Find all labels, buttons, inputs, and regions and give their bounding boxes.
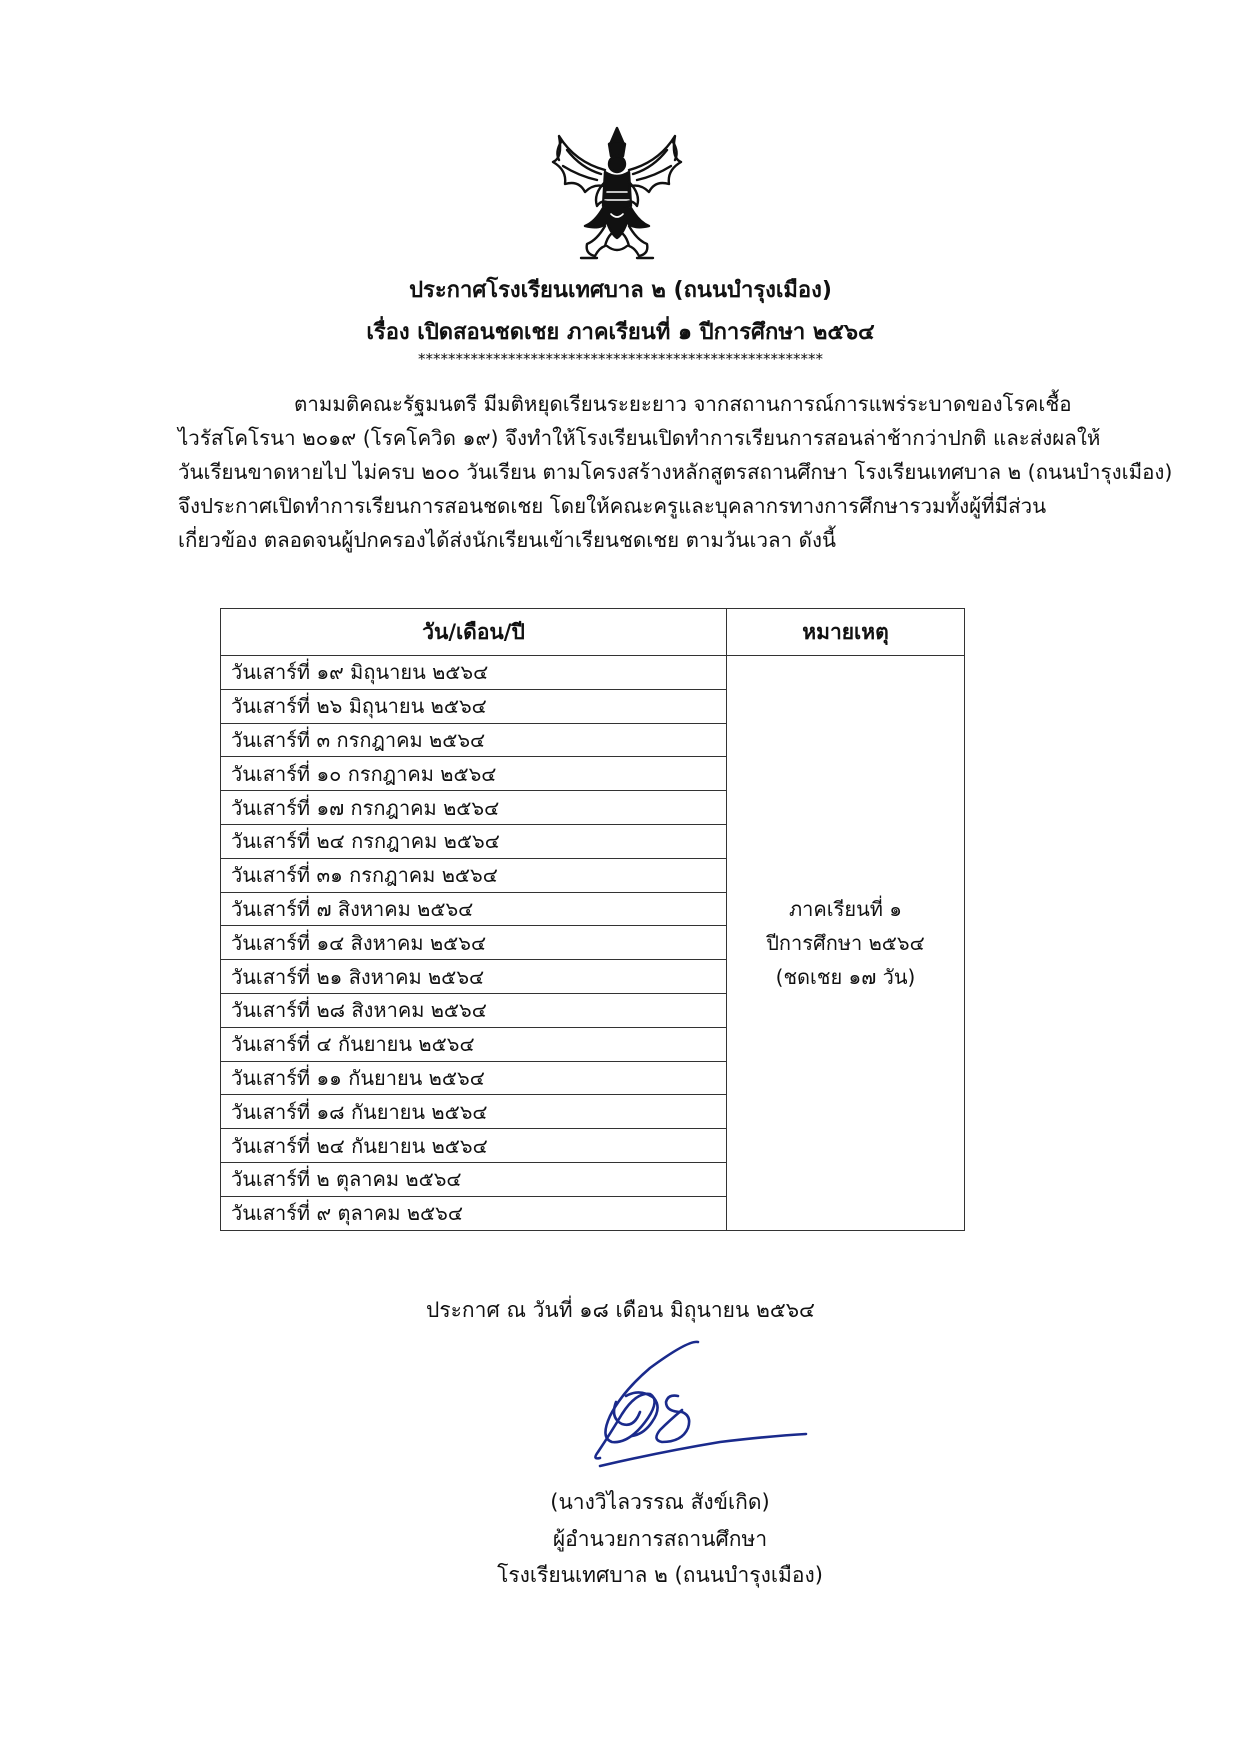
date-cell: วันเสาร์ที่ ๑๗ กรกฎาคม ๒๕๖๔	[221, 791, 727, 825]
body-paragraph	[178, 387, 1173, 557]
date-cell: วันเสาร์ที่ ๒๖ มิถุนายน ๒๕๖๔	[221, 689, 727, 723]
header-note: หมายเหตุ	[727, 609, 965, 656]
date-cell: วันเสาร์ที่ ๔ กันยายน ๒๕๖๔	[221, 1027, 727, 1061]
date-cell: วันเสาร์ที่ ๓ กรกฎาคม ๒๕๖๔	[221, 723, 727, 757]
note-line: ปีการศึกษา ๒๕๖๔	[766, 930, 925, 955]
date-cell: วันเสาร์ที่ ๗ สิงหาคม ๒๕๖๔	[221, 892, 727, 926]
date-cell: วันเสาร์ที่ ๑๑ กันยายน ๒๕๖๔	[221, 1061, 727, 1095]
header-date: วัน/เดือน/ปี	[221, 609, 727, 656]
date-cell: วันเสาร์ที่ ๒ ตุลาคม ๒๕๖๔	[221, 1162, 727, 1196]
body-line: เกี่ยวข้อง ตลอดจนผู้ปกครองได้ส่งนักเรียนเข้าเรียนชดเชย ตามวันเวลา ดังนี้	[178, 528, 836, 552]
garuda-emblem-icon	[545, 122, 690, 267]
date-cell: วันเสาร์ที่ ๑๐ กรกฎาคม ๒๕๖๔	[221, 757, 727, 791]
body-line: ตามมติคณะรัฐมนตรี มีมติหยุดเรียนระยะยาว จากสถานการณ์การแพร่ระบาดของโรคเชื้อ	[294, 392, 1072, 416]
note-cell	[727, 656, 965, 1231]
note-line: ภาคเรียนที่ ๑	[789, 896, 902, 921]
date-cell: วันเสาร์ที่ ๒๔ กรกฎาคม ๒๕๖๔	[221, 824, 727, 858]
table-header-row	[221, 609, 965, 656]
announcement-title: ประกาศโรงเรียนเทศบาล ๒ (ถนนบำรุงเมือง)	[409, 278, 832, 303]
announcement-subject: เรื่อง เปิดสอนชดเชย ภาคเรียนที่ ๑ ปีการศึกษา ๒๕๖๔	[366, 320, 875, 345]
date-cell: วันเสาร์ที่ ๒๘ สิงหาคม ๒๕๖๔	[221, 993, 727, 1027]
signature-image	[570, 1338, 810, 1478]
body-line: จึงประกาศเปิดทำการเรียนการสอนชดเชย โดยให้คณะครูและบุคลากรทางการศึกษารวมทั้งผู้ที่มีส่วน	[178, 494, 1047, 518]
date-cell: วันเสาร์ที่ ๒๑ สิงหาคม ๒๕๖๔	[221, 960, 727, 994]
body-line: ไวรัสโคโรนา ๒๐๑๙ (โรคโควิด ๑๙) จึงทำให้โรงเรียนเปิดทำการเรียนการสอนล่าช้ากว่าปกติ และส่งผลให้	[178, 426, 1101, 450]
note-line: (ชดเชย ๑๗ วัน)	[775, 964, 916, 989]
schedule-table	[220, 608, 965, 1231]
announcement-date: ประกาศ ณ วันที่ ๑๘ เดือน มิถุนายน ๒๕๖๔	[426, 1298, 815, 1322]
signer-name: (นางวิไลวรรณ สังข์เกิด)	[550, 1490, 770, 1514]
date-cell: วันเสาร์ที่ ๑๙ มิถุนายน ๒๕๖๔	[221, 656, 727, 690]
date-cell: วันเสาร์ที่ ๑๘ กันยายน ๒๕๖๔	[221, 1095, 727, 1129]
table-row	[221, 656, 965, 690]
body-line: วันเรียนขาดหายไป ไม่ครบ ๒๐๐ วันเรียน ตามโครงสร้างหลักสูตรสถานศึกษา โรงเรียนเทศบาล ๒ (ถนนบำรุงเมือง)	[178, 460, 1173, 484]
date-cell: วันเสาร์ที่ ๓๑ กรกฎาคม ๒๕๖๔	[221, 858, 727, 892]
date-cell: วันเสาร์ที่ ๑๔ สิงหาคม ๒๕๖๔	[221, 926, 727, 960]
signer-school: โรงเรียนเทศบาล ๒ (ถนนบำรุงเมือง)	[497, 1563, 823, 1587]
date-cell: วันเสาร์ที่ ๒๔ กันยายน ๒๕๖๔	[221, 1129, 727, 1163]
separator-line: ******************************************************	[418, 350, 823, 368]
signer-title: ผู้อำนวยการสถานศึกษา	[552, 1527, 768, 1551]
date-cell: วันเสาร์ที่ ๙ ตุลาคม ๒๕๖๔	[221, 1196, 727, 1230]
